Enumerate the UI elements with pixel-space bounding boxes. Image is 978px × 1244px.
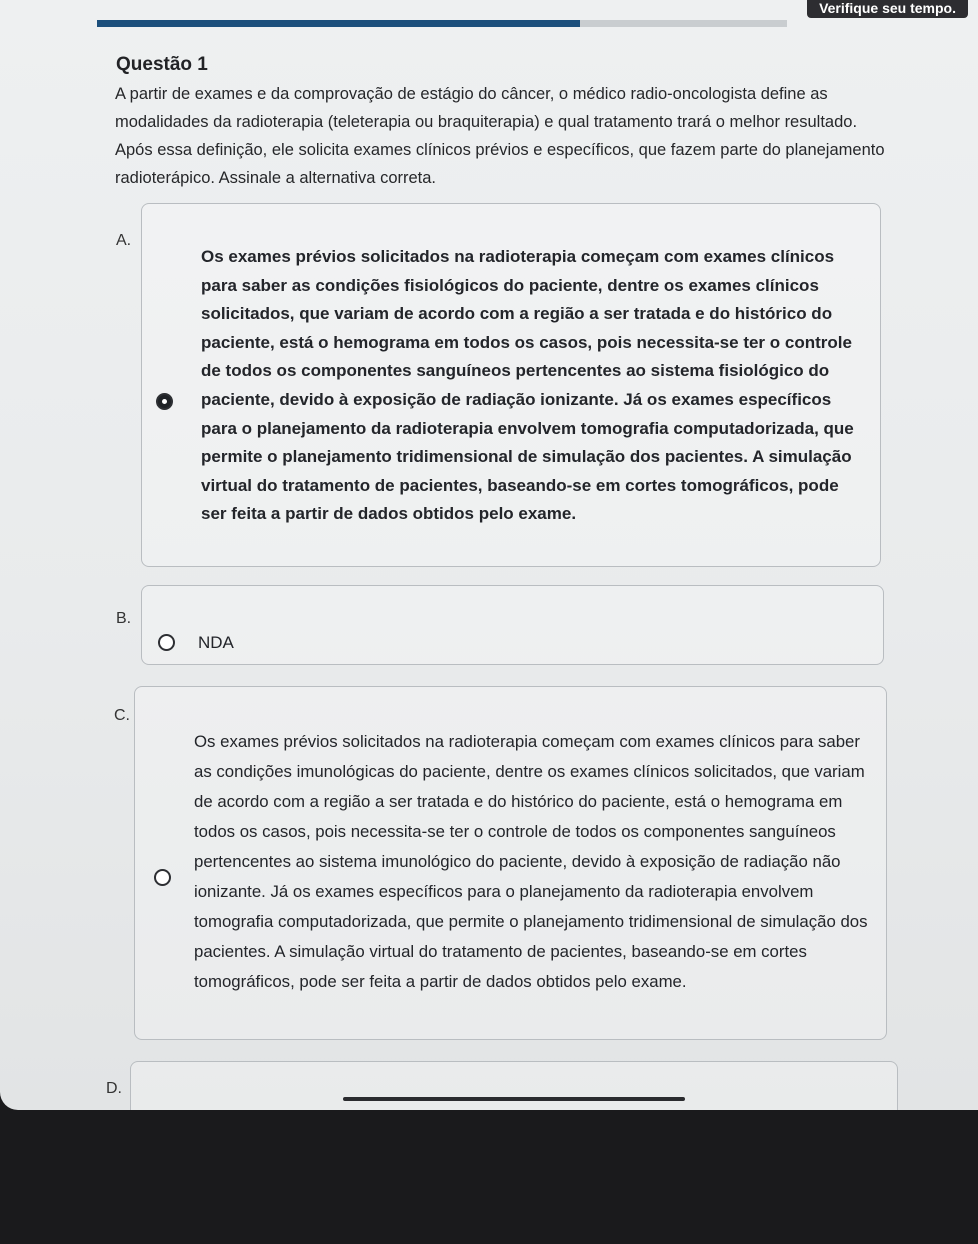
option-d-card[interactable] <box>130 1061 898 1110</box>
option-a-letter: A. <box>116 232 132 249</box>
question-text: A partir de exames e da comprovação de estágio do câncer, o médico radio-oncologista define as modalidades da radioterapia (teleterapia ou braquiterapia) e qual tratamento trará o melhor resultado. Após essa definição, ele solicita exames clínicos prévios e específicos, que fazem parte do planejamento radioterápico. Assinale a alternativa correta. <box>115 85 885 187</box>
option-c-letter: C. <box>114 707 130 724</box>
question-title: Questão 1 <box>116 54 208 75</box>
option-b-card[interactable] <box>141 585 884 665</box>
progress-bar <box>97 20 787 27</box>
option-b-radio[interactable] <box>158 634 175 651</box>
scroll-indicator <box>343 1097 685 1101</box>
option-c-radio[interactable] <box>154 869 171 886</box>
option-a-text: Os exames prévios solicitados na radioterapia começam com exames clínicos para saber as condições fisiológicos do paciente, dentre os exames clínicos solicitados, que variam de acordo com a região a ser tratada e do histórico do paciente, está o hemograma em todos os casos, pois necessita-se ter o controle de todos os componentes sanguíneos pertencentes ao sistema fisiológico do paciente, devido à exposição de radiação ionizante. Já os exames específicos para o planejamento da radioterapia envolvem tomografia computadorizada, que permite o planejamento tridimensional de simulação dos pacientes. A simulação virtual do tratamento de pacientes, baseando-se em cortes tomográficos, pode ser feita a partir de dados obtidos pelo exame. <box>201 247 854 524</box>
time-reminder-banner: Verifique seu tempo. <box>807 0 968 18</box>
option-b-letter: B. <box>116 610 132 627</box>
progress-bar-fill <box>97 20 580 27</box>
option-d-letter: D. <box>106 1080 122 1097</box>
option-a-radio[interactable] <box>156 393 173 410</box>
option-c-text: Os exames prévios solicitados na radioterapia começam com exames clínicos para saber as condições imunológicas do paciente, dentre os exames clínicos solicitados, que variam de acordo com a região a ser tratada e do histórico do paciente, está o hemograma em todos os casos, pois necessita-se ter o controle de todos os componentes sanguíneos pertencentes ao sistema imunológico do paciente, devido à exposição de radiação não ionizante. Já os exames específicos para o planejamento da radioterapia envolvem tomografia computadorizada, que permite o planejamento tridimensional de simulação dos pacientes. A simulação virtual do tratamento de pacientes, baseando-se em cortes tomográficos, pode ser feita a partir de dados obtidos pelo exame. <box>194 732 868 991</box>
option-b-text: NDA <box>198 633 234 652</box>
